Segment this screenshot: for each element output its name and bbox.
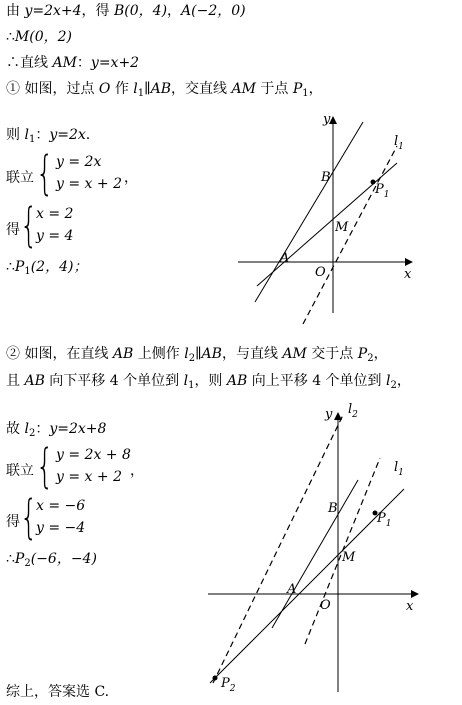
label: AM [52,55,77,71]
subscript: 2 [390,380,397,391]
label: l [348,402,353,417]
point-p2 [213,676,218,681]
subscript: 2 [28,428,36,439]
therefore-symbol: ∴ [6,259,15,275]
conclusion-line [6,683,109,701]
label: AB [226,373,248,389]
point-m-label: M [335,220,349,235]
equation: y=2x+4 [24,3,82,19]
point-a-label: A [280,251,290,266]
equation: y=2x [49,127,86,143]
subscript: 1 [302,88,309,99]
point-p2-label [220,676,236,694]
label: AB [150,81,172,97]
text: 故 [6,421,25,437]
subscript: 1 [188,380,195,391]
x-axis-label: x [406,599,414,614]
case-number: ② [6,346,20,362]
label: AM [282,346,307,362]
coordinates: (2，4)； [30,259,88,275]
subscript: 2 [352,410,358,420]
origin-label: O [320,598,331,613]
l1-label [394,460,404,478]
text: 则 [6,127,25,143]
subscript: 1 [24,266,31,277]
text: ： [76,55,91,71]
label: l [394,134,399,149]
system-equation: y = 2x [56,154,102,170]
system-equation: x = 2 [36,206,74,222]
text: ，则 [194,373,227,389]
text: ， [396,373,411,389]
subscript: 2 [188,353,196,364]
equation: y=2x+8 [49,421,107,437]
system-lead: 得 [6,514,20,530]
conclusion-text: 综上，答案选 C. [6,684,110,700]
label: P [292,81,303,97]
subscript: 1 [398,142,404,152]
point-b: B(0，4) [114,3,168,19]
system-equation: y = x + 2 [56,469,122,485]
label: AM [231,81,256,97]
text: 且 [6,373,25,389]
text: 由 [6,3,25,19]
system-equation: y = x + 2 [56,176,122,192]
text: ： [35,421,50,437]
text: ，交直线 [171,81,232,97]
text: 上侧作 [133,346,185,362]
point-b-label: B [321,170,331,185]
subscript: 1 [383,190,390,200]
point-b-label: B [328,501,338,516]
text: ： [35,127,50,143]
label: l [386,373,391,389]
brace-icon: { [36,146,54,200]
subscript: 2 [229,684,236,694]
label: P [357,346,368,362]
subscript: 1 [398,468,404,478]
system-lead: 联立 [6,463,34,479]
coordinates: (−6，−4) [30,551,97,567]
text: 交于点 [306,346,358,362]
therefore-symbol: ∴ [6,29,15,45]
text: 向下平移 4 个单位到 [44,373,184,389]
text: ， [124,170,138,186]
subscript: 2 [367,353,374,364]
text: ， [130,463,144,479]
label: l [184,346,189,362]
label: l [394,460,399,475]
text: 向上平移 4 个单位到 [247,373,387,389]
text: . [85,127,91,143]
point-a: A(−2，0) [181,3,246,19]
label: l [183,373,189,389]
label: O [98,81,111,97]
text: ， [167,3,182,19]
text: ，与直线 [221,346,283,362]
label: l [24,127,29,143]
line-l2 [213,415,343,683]
text: ∴直线 [6,55,53,71]
brace-icon: { [20,198,38,252]
text: ， [308,81,323,97]
point-m-label: M [342,550,356,565]
text: 作 [110,81,134,97]
l2-label [348,402,358,420]
label: AB [112,346,134,362]
text: 于点 [255,81,293,97]
system-equation: y = −4 [36,520,86,536]
therefore-symbol: ∴ [6,551,15,567]
label: P [377,511,386,526]
system-equation: y = 4 [36,228,74,244]
brace-icon: { [36,439,54,493]
system-equation: x = −6 [36,498,86,514]
parallel-symbol: ∥ [195,346,202,362]
line-am [210,489,404,683]
subscript: 1 [137,88,145,99]
label: AB [24,373,45,389]
label: P [14,551,25,567]
label: P [14,259,25,275]
equation: y=x+2 [90,55,140,71]
system-lead: 联立 [6,170,34,186]
system-equation: y = 2x + 8 [56,447,131,463]
text: ， [373,346,388,362]
case-number: ① [6,81,20,97]
system-lead: 得 [6,222,20,238]
text: ，得 [81,3,114,19]
subscript: 1 [385,519,392,529]
label: AB [201,346,222,362]
text: 如图，在直线 [20,346,113,362]
label: l [24,421,29,437]
subscript: 2 [24,558,31,569]
text: 如图，过点 [20,81,99,97]
point-m: M(0，2) [14,29,72,45]
point-a-label: A [287,582,297,597]
parallel-symbol: ∥ [144,81,151,97]
label: l [133,81,138,97]
brace-icon: { [20,490,38,544]
point-p1-label [376,511,391,529]
label: P [375,182,384,197]
subscript: 1 [28,134,36,145]
y-axis-label: y [325,407,333,422]
x-axis-label: x [404,267,412,282]
y-axis-label: y [323,112,331,127]
origin-label: O [315,265,326,280]
label: P [221,676,230,691]
